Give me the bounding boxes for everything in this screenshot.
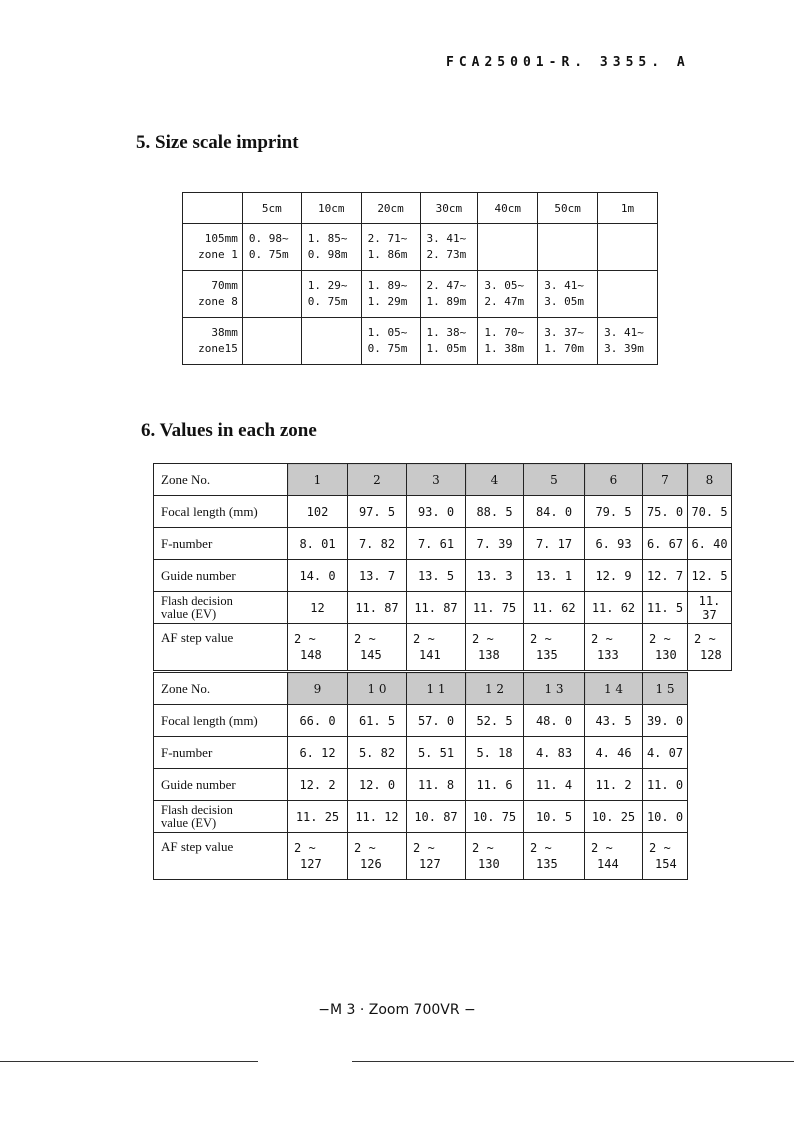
value-cell: 11. 62 [585, 592, 643, 624]
zone-number-cell: 1 1 [407, 673, 466, 705]
corner-cell [183, 193, 243, 224]
distance-range-cell [301, 318, 361, 365]
value-cell: 79. 5 [585, 496, 643, 528]
focal-length-row [154, 705, 688, 737]
distance-range-cell [420, 224, 478, 271]
line-top: 2 ~ [694, 632, 716, 646]
size-row [183, 318, 658, 365]
line-top: 2 ~ [354, 632, 376, 646]
value-cell: 8. 01 [288, 528, 348, 560]
distance-range-cell [242, 318, 301, 365]
line-bottom: 127 [300, 857, 322, 871]
line-bottom: 148 [300, 648, 322, 662]
af-value-cell [466, 833, 524, 880]
value-cell: 6. 40 [688, 528, 732, 560]
value-cell: 39. 0 [643, 705, 688, 737]
section-5-title: 5. Size scale imprint [136, 132, 299, 153]
value-cell: 6. 93 [585, 528, 643, 560]
line-top: 3. 41~ [544, 279, 584, 292]
value-cell: 5. 82 [348, 737, 407, 769]
line-top: 1. 89~ [367, 279, 408, 292]
distance-header: 20cm [361, 193, 420, 224]
line-bottom: 141 [419, 648, 441, 662]
af-value-cell [643, 624, 688, 671]
value-cell: 10. 5 [524, 801, 585, 833]
line-top: 2 ~ [354, 841, 376, 855]
line-top: 1. 38~ [426, 326, 467, 339]
value-cell: 48. 0 [524, 705, 585, 737]
value-cell: 12. 9 [585, 560, 643, 592]
line-bottom: 3. 05m [544, 295, 584, 308]
line-top: 3. 41~ [604, 326, 644, 339]
distance-range-cell [242, 271, 301, 318]
value-cell: 11. 12 [348, 801, 407, 833]
distance-range-cell [478, 224, 538, 271]
line-bottom: 1. 38m [484, 342, 525, 355]
value-cell: 11. 25 [288, 801, 348, 833]
line-bottom: 1. 89m [426, 295, 467, 308]
zone-number-cell: 3 [407, 464, 466, 496]
af-value-cell [585, 833, 643, 880]
af-value-cell [524, 833, 585, 880]
value-cell: 12. 0 [348, 769, 407, 801]
line-top: 2 ~ [472, 841, 494, 855]
af-value-cell [524, 624, 585, 671]
line-bottom: 1. 29m [367, 295, 408, 308]
line-bottom: 1. 05m [426, 342, 467, 355]
distance-header: 50cm [538, 193, 598, 224]
footer-rule-right [352, 1061, 794, 1062]
size-header-row [183, 193, 658, 224]
value-cell: 4. 46 [585, 737, 643, 769]
line-bottom: 0. 75m [307, 295, 348, 308]
value-cell: 75. 0 [643, 496, 688, 528]
distance-range-cell [420, 271, 478, 318]
distance-range-cell [538, 224, 598, 271]
distance-header: 1m [598, 193, 658, 224]
line-top: 3. 41~ [426, 232, 467, 245]
distance-range-cell [361, 224, 420, 271]
distance-range-cell [301, 224, 361, 271]
distance-header: 10cm [301, 193, 361, 224]
value-cell: 13. 3 [466, 560, 524, 592]
line-top: 2. 47~ [426, 279, 467, 292]
label-line-1: Flash decision [161, 593, 233, 608]
zone-no-label: Zone No. [154, 673, 288, 705]
value-cell: 4. 83 [524, 737, 585, 769]
line-top: 2. 71~ [367, 232, 408, 245]
value-cell: 13. 7 [348, 560, 407, 592]
af-value-cell [288, 833, 348, 880]
line-top: 70mm [211, 279, 238, 292]
af-value-cell [348, 833, 407, 880]
line-bottom: 3. 39m [604, 342, 644, 355]
line-bottom: 0. 75m [367, 342, 408, 355]
page-footer: −M 3 · Zoom 700VR − [318, 1002, 476, 1018]
value-cell: 11. 62 [524, 592, 585, 624]
value-cell: 13. 5 [407, 560, 466, 592]
line-bottom: zone 8 [198, 295, 238, 308]
value-cell: 88. 5 [466, 496, 524, 528]
af-value-cell [688, 624, 732, 671]
line-top: 1. 05~ [367, 326, 408, 339]
lens-zone-label [183, 224, 243, 271]
zone-number-cell: 5 [524, 464, 585, 496]
value-cell: 11. 6 [466, 769, 524, 801]
line-top: 2 ~ [413, 632, 435, 646]
value-cell: 11. 37 [688, 592, 732, 624]
row-label [154, 592, 288, 624]
row-label: AF step value [154, 833, 288, 880]
line-top: 2 ~ [530, 632, 552, 646]
footer-rule-left [0, 1061, 258, 1062]
line-bottom: 1. 86m [367, 248, 408, 261]
value-cell: 7. 61 [407, 528, 466, 560]
distance-range-cell [598, 318, 658, 365]
af-value-cell [466, 624, 524, 671]
flash-decision-row [154, 801, 688, 833]
lens-zone-label [183, 271, 243, 318]
value-cell: 66. 0 [288, 705, 348, 737]
value-cell: 70. 5 [688, 496, 732, 528]
distance-header: 30cm [420, 193, 478, 224]
row-label: Focal length (mm) [154, 705, 288, 737]
line-bottom: 130 [655, 648, 677, 662]
f-number-row [154, 737, 688, 769]
value-cell: 84. 0 [524, 496, 585, 528]
line-bottom: 126 [360, 857, 382, 871]
line-top: 2 ~ [413, 841, 435, 855]
distance-range-cell [538, 318, 598, 365]
row-label: AF step value [154, 624, 288, 671]
row-label: Guide number [154, 560, 288, 592]
line-bottom: 144 [597, 857, 619, 871]
line-top: 2 ~ [472, 632, 494, 646]
value-cell: 12 [288, 592, 348, 624]
distance-header: 40cm [478, 193, 538, 224]
value-cell: 7. 39 [466, 528, 524, 560]
af-value-cell [643, 833, 688, 880]
zone-number-cell: 8 [688, 464, 732, 496]
zone-number-cell: 1 3 [524, 673, 585, 705]
value-cell: 11. 87 [407, 592, 466, 624]
size-row [183, 224, 658, 271]
line-top: 2 ~ [649, 632, 671, 646]
distance-header: 5cm [242, 193, 301, 224]
zone-number-cell: 2 [348, 464, 407, 496]
document-id: FCA25001-R. 3355. A [446, 55, 690, 70]
zone-no-label: Zone No. [154, 464, 288, 496]
value-cell: 7. 17 [524, 528, 585, 560]
value-cell: 5. 18 [466, 737, 524, 769]
zone-number-row [154, 464, 732, 496]
line-bottom: 154 [655, 857, 677, 871]
line-top: 2 ~ [294, 841, 316, 855]
value-cell: 11. 87 [348, 592, 407, 624]
distance-range-cell [242, 224, 301, 271]
value-cell: 61. 5 [348, 705, 407, 737]
lens-zone-label [183, 318, 243, 365]
distance-range-cell [598, 224, 658, 271]
value-cell: 12. 5 [688, 560, 732, 592]
af-step-row [154, 624, 732, 671]
af-value-cell [348, 624, 407, 671]
line-bottom: 135 [536, 648, 558, 662]
value-cell: 11. 4 [524, 769, 585, 801]
line-bottom: 0. 98m [307, 248, 348, 261]
af-value-cell [407, 833, 466, 880]
line-bottom: zone 1 [198, 248, 238, 261]
value-cell: 11. 8 [407, 769, 466, 801]
focal-length-row [154, 496, 732, 528]
line-top: 2 ~ [649, 841, 671, 855]
value-cell: 10. 75 [466, 801, 524, 833]
distance-range-cell [301, 271, 361, 318]
distance-range-cell [420, 318, 478, 365]
line-bottom: 135 [536, 857, 558, 871]
row-label: F-number [154, 737, 288, 769]
distance-range-cell [598, 271, 658, 318]
zone-number-cell: 4 [466, 464, 524, 496]
value-cell: 11. 5 [643, 592, 688, 624]
row-label: F-number [154, 528, 288, 560]
value-cell: 57. 0 [407, 705, 466, 737]
value-cell: 4. 07 [643, 737, 688, 769]
line-bottom: 145 [360, 648, 382, 662]
value-cell: 14. 0 [288, 560, 348, 592]
distance-range-cell [478, 271, 538, 318]
value-cell: 6. 67 [643, 528, 688, 560]
line-top: 2 ~ [591, 841, 613, 855]
row-label [154, 801, 288, 833]
f-number-row [154, 528, 732, 560]
distance-range-cell [538, 271, 598, 318]
zone-number-cell: 1 4 [585, 673, 643, 705]
line-top: 0. 98~ [248, 232, 289, 245]
zone-number-cell: 6 [585, 464, 643, 496]
value-cell: 11. 75 [466, 592, 524, 624]
line-top: 2 ~ [591, 632, 613, 646]
row-label: Guide number [154, 769, 288, 801]
line-bottom: 138 [478, 648, 500, 662]
line-top: 3. 05~ [484, 279, 525, 292]
value-cell: 11. 2 [585, 769, 643, 801]
af-value-cell [585, 624, 643, 671]
value-cell: 43. 5 [585, 705, 643, 737]
line-bottom: 2. 73m [426, 248, 467, 261]
zone-number-cell: 7 [643, 464, 688, 496]
line-bottom: 1. 70m [544, 342, 584, 355]
value-cell: 52. 5 [466, 705, 524, 737]
value-cell: 6. 12 [288, 737, 348, 769]
line-top: 2 ~ [530, 841, 552, 855]
distance-range-cell [361, 271, 420, 318]
value-cell: 10. 25 [585, 801, 643, 833]
line-bottom: 128 [700, 648, 722, 662]
label-line-2: value (EV) [161, 815, 217, 830]
distance-range-cell [361, 318, 420, 365]
section-6-title: 6. Values in each zone [141, 420, 317, 441]
zone-values-table-1 [153, 463, 732, 671]
line-bottom: zone15 [198, 342, 238, 355]
value-cell: 12. 7 [643, 560, 688, 592]
label-line-1: Flash decision [161, 802, 233, 817]
guide-number-row [154, 769, 688, 801]
line-bottom: 133 [597, 648, 619, 662]
value-cell: 93. 0 [407, 496, 466, 528]
size-row [183, 271, 658, 318]
line-top: 105mm [204, 232, 238, 245]
value-cell: 11. 0 [643, 769, 688, 801]
line-top: 1. 85~ [307, 232, 348, 245]
line-top: 1. 70~ [484, 326, 525, 339]
line-bottom: 127 [419, 857, 441, 871]
zone-number-cell: 1 5 [643, 673, 688, 705]
distance-range-cell [478, 318, 538, 365]
af-value-cell [407, 624, 466, 671]
line-top: 2 ~ [294, 632, 316, 646]
zone-values-table-2 [153, 672, 688, 880]
zone-number-cell: 9 [288, 673, 348, 705]
size-scale-table [182, 192, 658, 365]
value-cell: 10. 87 [407, 801, 466, 833]
label-line-2: value (EV) [161, 606, 217, 621]
line-top: 3. 37~ [544, 326, 584, 339]
af-step-row [154, 833, 688, 880]
flash-decision-row [154, 592, 732, 624]
zone-number-cell: 1 [288, 464, 348, 496]
value-cell: 97. 5 [348, 496, 407, 528]
line-bottom: 130 [478, 857, 500, 871]
guide-number-row [154, 560, 732, 592]
value-cell: 7. 82 [348, 528, 407, 560]
line-bottom: 0. 75m [248, 248, 289, 261]
row-label: Focal length (mm) [154, 496, 288, 528]
value-cell: 102 [288, 496, 348, 528]
value-cell: 13. 1 [524, 560, 585, 592]
value-cell: 10. 0 [643, 801, 688, 833]
zone-number-cell: 1 0 [348, 673, 407, 705]
zone-number-cell: 1 2 [466, 673, 524, 705]
zone-number-row [154, 673, 688, 705]
value-cell: 12. 2 [288, 769, 348, 801]
line-bottom: 2. 47m [484, 295, 525, 308]
line-top: 1. 29~ [307, 279, 348, 292]
line-top: 38mm [211, 326, 238, 339]
af-value-cell [288, 624, 348, 671]
value-cell: 5. 51 [407, 737, 466, 769]
